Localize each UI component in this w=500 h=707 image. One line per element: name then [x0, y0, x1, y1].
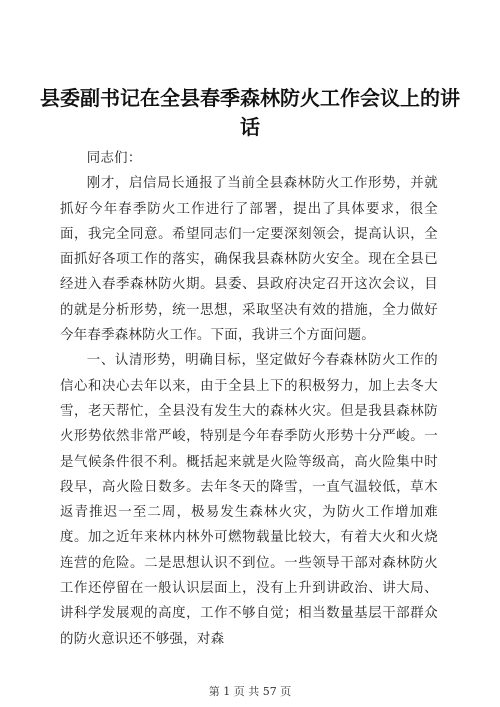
salutation: 同志们： [86, 151, 142, 166]
document-body [60, 146, 438, 652]
page-footer: 第 1 页 共 57 页 [208, 685, 292, 698]
document-title: 县委副书记在全县春季森林防火工作会议上的讲话 [40, 86, 460, 139]
body-paragraph: 刚才，启信局长通报了当前全县森林防火工作形势，并就抓好今年春季防火工作进行了部署，提出了具体要求，很全面，我完全同意。希望同志们一定要深刻领会，提高认识，全面抓好各项工作的落实，确保我县森林防火安全。现在全县已经进入春季森林防火期。县委、县政府决定召开这次会议，目的就是分析形势，统一思想，采取坚决有效的措施，全力做好今年春季森林防火工作。下面，我讲三个方面问题。 [60, 176, 438, 344]
body-paragraph: 一、认清形势，明确目标，坚定做好今春森林防火工作的信心和决心去年以来，由于全县上下的积极努力，加上去冬大雪，老天帮忙，全县没有发生大的森林火灾。但是我县森林防火形势依然非常严峻，特别是今年春季防火形势十分严峻。一是气候条件很不利。概括起来就是火险等级高，高火险集中时段早，高火险日数多。去年冬天的降雪，一直气温较低，草木返青推迟一至二周，极易发生森林火灾，为防火工作增加难度。加之近年来林内林外可燃物载量比较大，有着大火和火烧连营的危险。二是思想认识不到位。一些领导干部对森林防火工作还停留在一般认识层面上，没有上升到讲政治、讲大局、讲科学发展观的高度，工作不够自觉；相当数量基层干部群众的防火意识还不够强，对森 [60, 353, 438, 647]
